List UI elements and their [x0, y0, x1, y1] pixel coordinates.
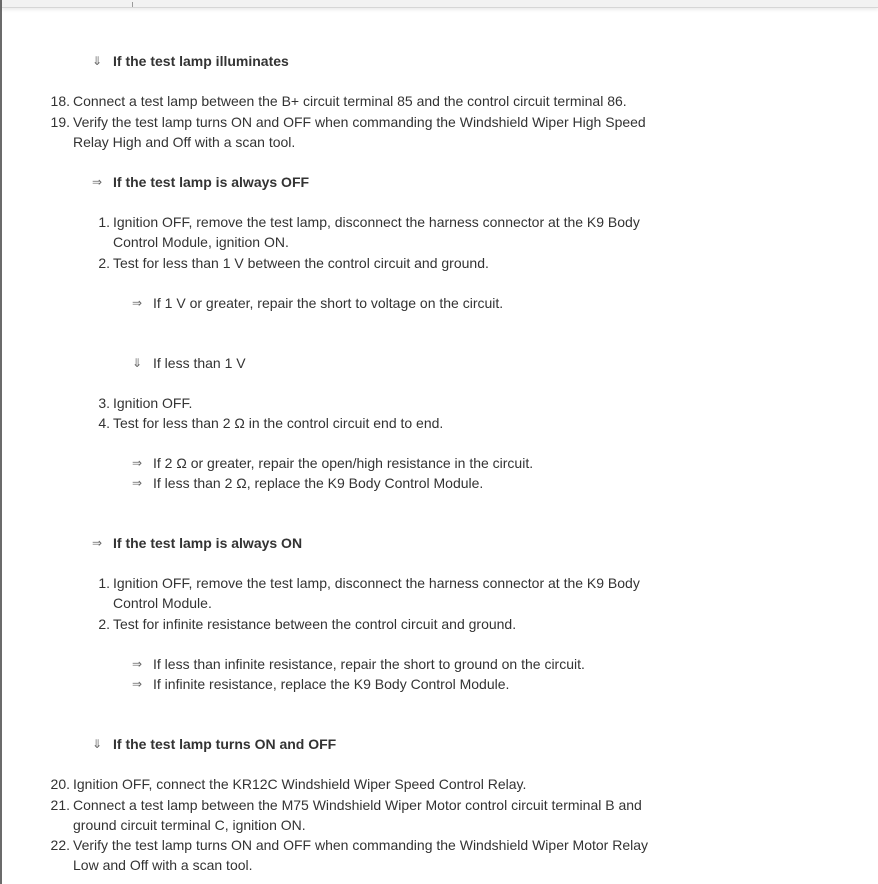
step-text: Relay High and Off with a scan tool.: [73, 134, 296, 150]
step-number: 21.: [50, 797, 70, 813]
step-number: 20.: [50, 776, 70, 792]
arrow-right-icon: ⇒: [131, 677, 143, 691]
result-text: If the test lamp is always ON: [113, 535, 303, 551]
step-text: Test for less than 1 V between the control circuit and ground.: [113, 255, 489, 271]
step-number: 2.: [98, 255, 110, 271]
arrow-right-icon: ⇒: [131, 476, 143, 490]
result-text: If less than 1 V: [153, 355, 246, 371]
arrow-right-icon: ⇒: [131, 296, 143, 310]
step-number: 19.: [50, 114, 70, 130]
step-text: Connect a test lamp between the M75 Windshield Wiper Motor control circuit terminal B and: [73, 797, 642, 813]
result-text: If infinite resistance, replace the K9 Body Control Module.: [153, 676, 510, 692]
step-text: Verify the test lamp turns ON and OFF when commanding the Windshield Wiper Motor Relay: [73, 837, 649, 853]
step-text: Connect a test lamp between the B+ circuit terminal 85 and the control circuit terminal 86.: [73, 93, 627, 109]
step-number: 3.: [98, 395, 110, 411]
step-text: Ignition OFF, connect the KR12C Windshield Wiper Speed Control Relay.: [73, 776, 527, 792]
result-text: If less than 2 Ω, replace the K9 Body Control Module.: [153, 475, 484, 491]
arrow-down-icon: ⇓: [131, 356, 143, 370]
step-number: 1.: [98, 214, 110, 230]
left-border: [0, 0, 2, 884]
arrow-right-icon: ⇒: [131, 456, 143, 470]
arrow-right-icon: ⇒: [131, 657, 143, 671]
step-text: Low and Off with a scan tool.: [73, 857, 253, 873]
step-text: Verify the test lamp turns ON and OFF when commanding the Windshield Wiper High Speed: [73, 114, 646, 130]
ruler-tick: [132, 2, 133, 7]
step-text: Control Module.: [113, 595, 212, 611]
result-text: If the test lamp illuminates: [113, 53, 289, 69]
step-number: 22.: [50, 837, 70, 853]
step-text: Ignition OFF, remove the test lamp, disconnect the harness connector at the K9 Body: [113, 214, 640, 230]
step-number: 18.: [50, 93, 70, 109]
step-number: 1.: [98, 575, 110, 591]
result-text: If 1 V or greater, repair the short to voltage on the circuit.: [153, 295, 504, 311]
step-text: ground circuit terminal C, ignition ON.: [73, 817, 306, 833]
top-toolbar-edge: [2, 0, 878, 8]
step-text: Control Module, ignition ON.: [113, 234, 289, 250]
step-text: Test for less than 2 Ω in the control circuit end to end.: [113, 415, 444, 431]
step-text: Ignition OFF.: [113, 395, 193, 411]
step-number: 4.: [98, 415, 110, 431]
arrow-right-icon: ⇒: [91, 175, 103, 189]
result-text: If the test lamp turns ON and OFF: [113, 736, 337, 752]
step-number: 2.: [98, 616, 110, 632]
result-text: If the test lamp is always OFF: [113, 174, 310, 190]
arrow-down-icon: ⇓: [91, 737, 103, 751]
step-text: Test for infinite resistance between the control circuit and ground.: [113, 616, 517, 632]
arrow-down-icon: ⇓: [91, 54, 103, 68]
result-text: If less than infinite resistance, repair the short to ground on the circuit.: [153, 656, 585, 672]
arrow-right-icon: ⇒: [91, 536, 103, 550]
step-text: Ignition OFF, remove the test lamp, disconnect the harness connector at the K9 Body: [113, 575, 640, 591]
result-text: If 2 Ω or greater, repair the open/high resistance in the circuit.: [153, 455, 534, 471]
